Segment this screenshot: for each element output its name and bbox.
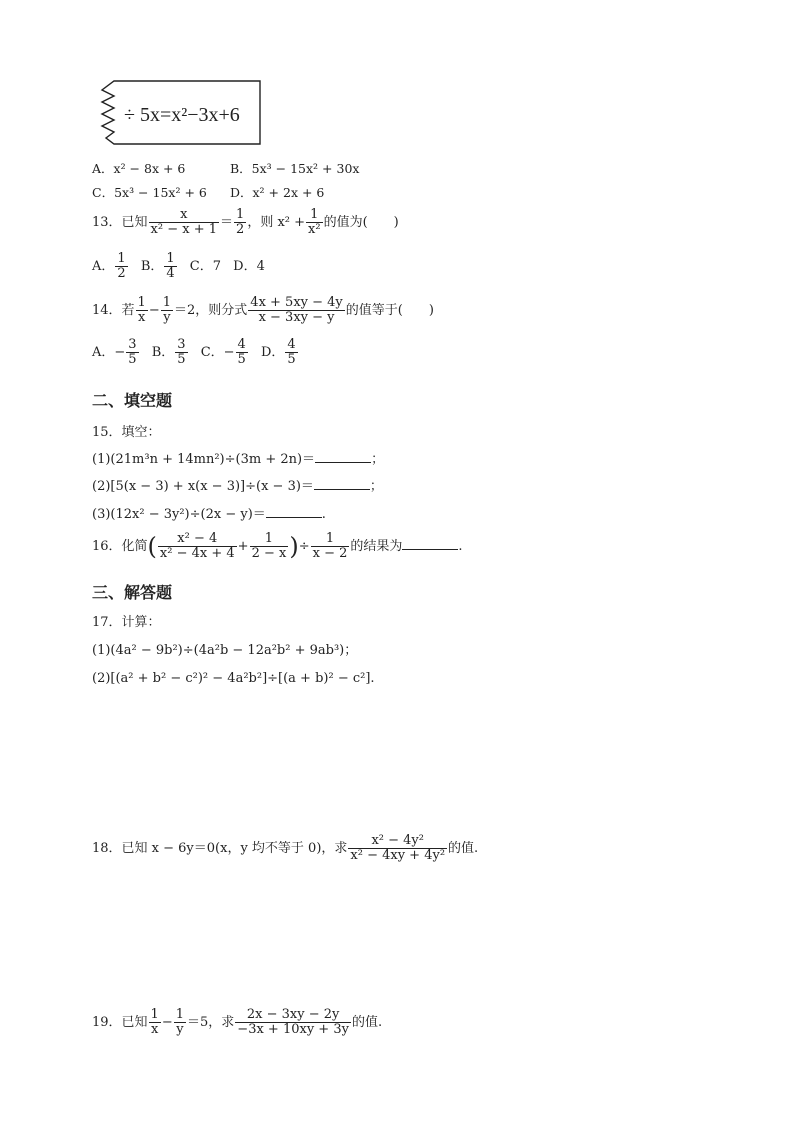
q14-option-d[interactable]: D． $\frac{4}{5}$ [260,337,296,367]
q14-options [92,338,307,367]
q16-blank[interactable] [402,537,458,550]
q17-title: 17．计算： [92,615,161,630]
q13-fraction: $\frac{x}{\text{x² − x + 1}}$ [150,207,218,237]
q12-option-d[interactable]: D．x² + 2x + 6 [229,185,325,200]
question-18: 18．已知 x − 6y＝0(x，y 均不等于 0)，求 $\frac{\text{x² − 4y²}}{\text{x² − 4xy + 4y²}}$ 的值. [92,833,479,863]
banner-text: ÷ 5x=x²−3x+6 [124,104,240,126]
question-13: 13．已知 $\frac{x}{\text{x² − x + 1}}$ ＝ $\frac{1}{2}$ ，则 x² + $\frac{1}{\text{x²}}$ 的值为( ) [92,207,399,237]
question-14: 14．若 $\frac{1}{x}$ − $\frac{1}{y}$ ＝2，则分式 $\frac{4x + 5xy - 4y}{x - 3xy - y}$ 的值等于( ) [92,295,434,325]
q14-option-c[interactable]: C．− $\frac{4}{5}$ [200,337,246,367]
q15-part1: (1)(21m³n + 14mn²)÷(3m + 2n)＝ ； [92,452,385,467]
q17-part1: (1)(4a² − 9b²)÷(4a²b − 12a²b² + 9ab³)； [92,643,358,658]
section-fill-in-blank-heading: 二、填空题 [92,391,173,410]
q12-option-b[interactable]: B．5x³ − 15x² + 30x [229,161,360,176]
q13-option-d[interactable]: D．4 [233,259,265,274]
q15-part3: (3)(12x² − 3y²)÷(2x − y)＝ . [92,507,326,522]
q15-part2: (2)[5(x − 3) + x(x − 3)]÷(x − 3)＝ ； [92,479,383,494]
q13-option-b[interactable]: B． $\frac{1}{4}$ [140,251,175,281]
q19-main-fraction: $\frac{2x - 3xy - 2y}{-3x + 10xy + 3y}$ [237,1007,349,1037]
q12-options-row1 [92,160,359,178]
q14-option-a[interactable]: A．− $\frac{3}{5}$ [92,337,137,367]
q18-fraction: $\frac{\text{x² − 4y²}}{\text{x² − 4xy + 4y²}}$ [350,833,446,863]
q17-part2: (2)[(a² + b² − c²)² − 4a²b²]÷[(a + b)² − c²]. [92,671,375,686]
q15-title: 15．填空： [92,425,161,440]
q12-option-a[interactable]: A．x² − 8x + 6 [92,161,186,176]
q15-part2-blank[interactable] [314,477,370,490]
q15-part1-blank[interactable] [315,450,371,463]
q12-option-c[interactable]: C．5x³ − 15x² + 6 [92,185,207,200]
question-16: 16．化简( $\frac{\text{x² − 4}}{\text{x² − 4x + 4}}$ + $\frac{1}{2 - x}$ )÷ $\frac{1}{x - 2}$ 的结果为 . [92,531,463,561]
question-19: 19．已知 $\frac{1}{x}$ − $\frac{1}{y}$ ＝5，求 $\frac{2x - 3xy - 2y}{-3x + 10xy + 3y}$ 的值. [92,1007,383,1037]
q15-part3-blank[interactable] [266,505,322,518]
q13-option-a[interactable]: A． $\frac{1}{2}$ [92,251,126,281]
section-solution-heading: 三、解答题 [92,583,173,602]
q14-main-fraction: $\frac{4x + 5xy - 4y}{x - 3xy - y}$ [250,295,343,325]
q12-options-row2 [92,184,324,202]
q13-option-c[interactable]: C．7 [189,259,222,274]
q13-rhs-fraction: $\frac{1}{2}$ [236,207,245,237]
q13-target-fraction: $\frac{1}{\text{x²}}$ [308,207,321,237]
q13-options [92,252,273,281]
q13-prefix: 13．已知 [92,215,148,230]
q14-option-b[interactable]: B． $\frac{3}{5}$ [151,337,186,367]
